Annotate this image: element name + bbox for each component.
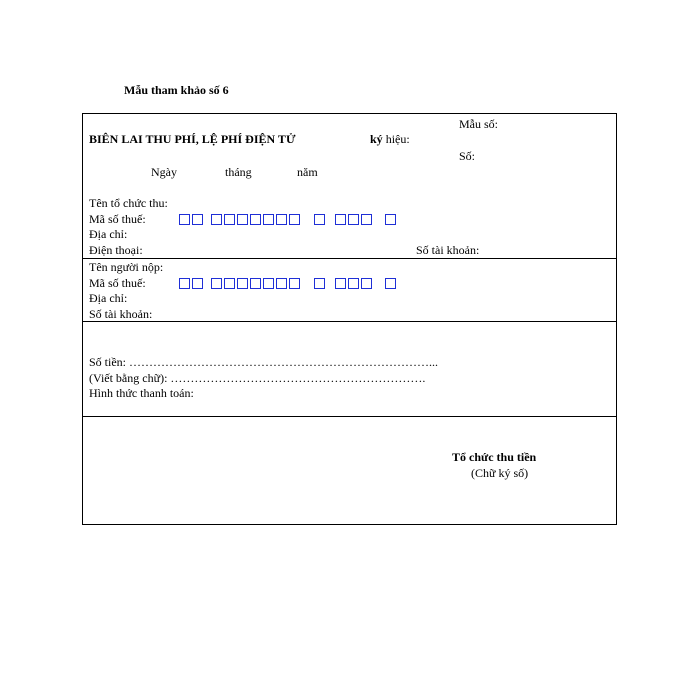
- tax-digit-box: [211, 214, 222, 225]
- month-label: tháng: [225, 165, 252, 179]
- tax-digit-box: [385, 278, 396, 289]
- collector-account-label: Số tài khoản:: [416, 243, 480, 257]
- tax-digit-box: [250, 214, 261, 225]
- payer-address-label: Địa chỉ:: [89, 291, 128, 305]
- sample-label: Mẫu tham khảo số 6: [124, 83, 229, 97]
- receipt-form: [82, 113, 617, 525]
- tax-digit-box: [289, 278, 300, 289]
- signature-org-label: Tổ chức thu tiền: [452, 450, 537, 464]
- symbol-label-bold: ký: [370, 132, 383, 146]
- tax-digit-box: [335, 278, 346, 289]
- tax-digit-box: [250, 278, 261, 289]
- tax-digit-box: [179, 278, 190, 289]
- payment-method-label: Hình thức thanh toán:: [89, 386, 194, 400]
- tax-digit-box: [192, 214, 203, 225]
- amount-line: Số tiền: …………………………………………………………………...: [89, 355, 439, 369]
- payer-tax-code-label: Mã số thuế:: [89, 276, 146, 290]
- number-label: Số:: [459, 149, 476, 163]
- tax-digit-box: [361, 278, 372, 289]
- collector-org-name-label: Tên tổ chức thu:: [89, 196, 168, 210]
- year-label: năm: [297, 165, 318, 179]
- form-no-label: Mẫu số:: [459, 117, 498, 131]
- collector-phone-label: Điện thoại:: [89, 243, 143, 257]
- signature-note: (Chữ ký số): [471, 466, 529, 480]
- tax-digit-box: [263, 278, 274, 289]
- divider: [83, 321, 616, 322]
- receipt-title: BIÊN LAI THU PHÍ, LỆ PHÍ ĐIỆN TỬ: [89, 132, 296, 146]
- symbol-label-rest: hiệu:: [382, 132, 410, 146]
- collector-tax-code-label: Mã số thuế:: [89, 212, 146, 226]
- tax-digit-box: [224, 278, 235, 289]
- tax-digit-box: [263, 214, 274, 225]
- tax-digit-box: [211, 278, 222, 289]
- collector-address-label: Địa chỉ:: [89, 227, 128, 241]
- day-label: Ngày: [151, 165, 177, 179]
- tax-digit-box: [289, 214, 300, 225]
- divider: [83, 258, 616, 259]
- payer-name-label: Tên người nộp:: [89, 260, 164, 274]
- tax-digit-box: [276, 278, 287, 289]
- tax-digit-box: [314, 214, 325, 225]
- tax-digit-box: [179, 214, 190, 225]
- tax-digit-box: [348, 278, 359, 289]
- divider: [83, 416, 616, 417]
- tax-digit-box: [348, 214, 359, 225]
- tax-digit-box: [314, 278, 325, 289]
- symbol-label: [370, 132, 410, 146]
- tax-digit-box: [361, 214, 372, 225]
- tax-digit-box: [237, 214, 248, 225]
- tax-digit-box: [385, 214, 396, 225]
- tax-digit-box: [224, 214, 235, 225]
- payer-account-label: Số tài khoản:: [89, 307, 153, 321]
- tax-digit-box: [192, 278, 203, 289]
- tax-digit-box: [276, 214, 287, 225]
- amount-in-words-line: (Viết bằng chữ): ……………………………………………………….: [89, 371, 426, 385]
- tax-digit-box: [237, 278, 248, 289]
- tax-digit-box: [335, 214, 346, 225]
